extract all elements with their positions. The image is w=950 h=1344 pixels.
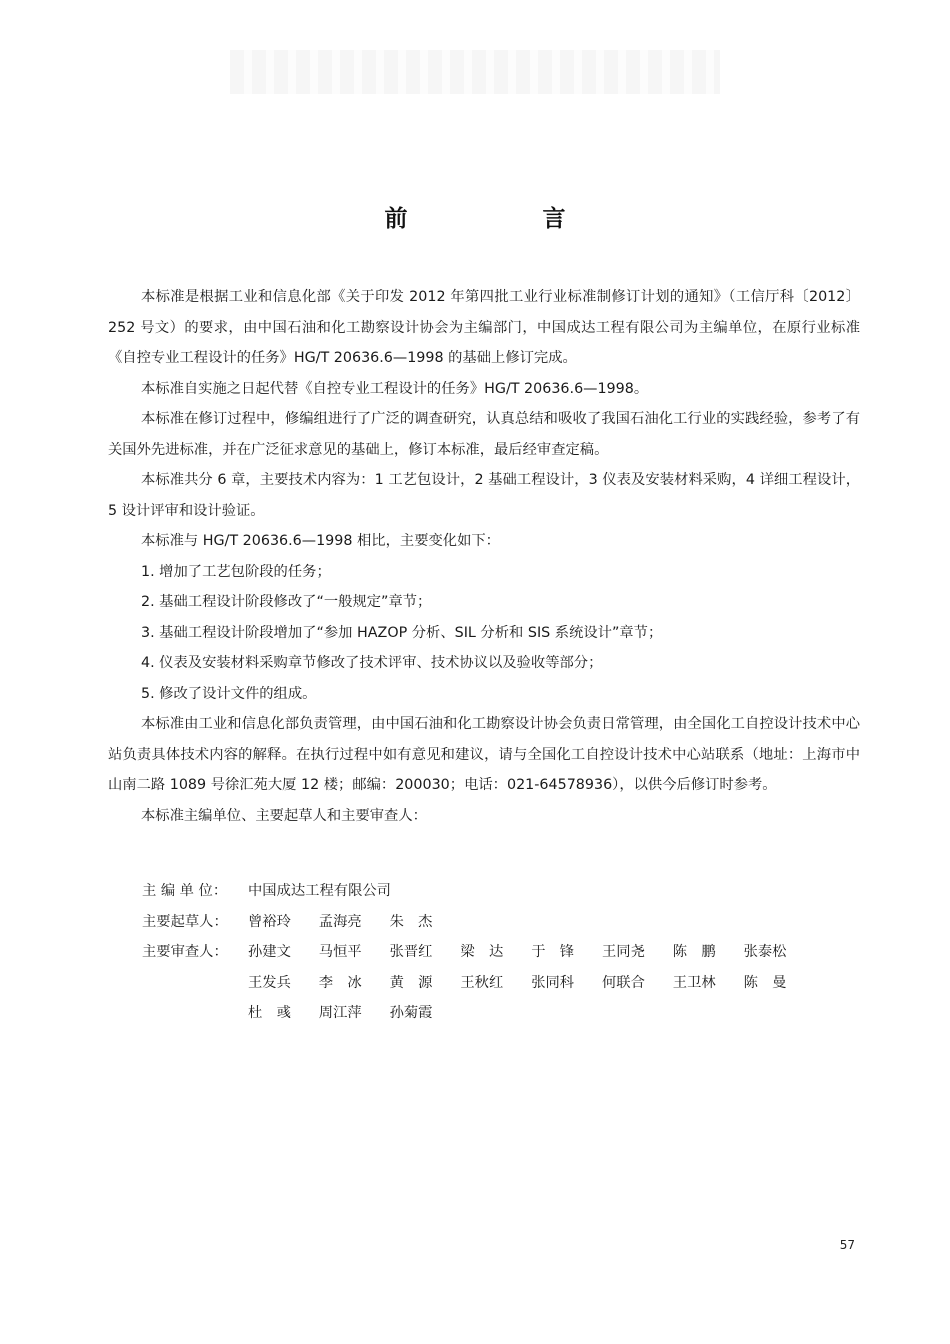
reviewer-name: 周江萍: [318, 1005, 362, 1021]
preface-body: [108, 282, 860, 831]
drafters-row: [142, 907, 814, 938]
reviewer-name: 张泰松: [743, 944, 787, 960]
paragraph-revision-process: 本标准在修订过程中，修编组进行了广泛的调查研究，认真总结和吸收了我国石油化工行业的实践经验，参考了有关国外先进标准，并在广泛征求意见的基础上，修订本标准，最后经审查定稿。: [108, 411, 860, 458]
page-title: 前 言: [384, 206, 622, 232]
paragraph-changes-intro: 本标准与 HG/T 20636.6—1998 相比，主要变化如下：: [141, 533, 500, 549]
paragraph-origin: 本标准是根据工业和信息化部《关于印发 2012 年第四批工业行业标准制修订计划的通知》（工信厅科〔2012〕252 号文）的要求，由中国石油和化工勘察设计协会为主编部门，中国成达工程有限公司为主编单位，在原行业标准《自控专业工程设计的任务》HG/T 20636.6—1998 的基础上修订完成。: [108, 289, 860, 366]
reviewer-name: 孙菊霞: [389, 1005, 433, 1021]
page-number: 57: [839, 1238, 855, 1252]
paragraph-staff-intro: 本标准主编单位、主要起草人和主要审查人：: [141, 807, 427, 824]
reviewer-name: 张晋红: [389, 944, 433, 960]
reviewers-label: 主要审查人：: [142, 944, 228, 960]
change-item: 1. 增加了工艺包阶段的任务；: [141, 563, 331, 580]
reviewer-name: 黄 源: [389, 974, 433, 991]
drafter-name: 朱 杰: [389, 913, 433, 930]
staff-list: [142, 876, 814, 1029]
scanned-header-band: [230, 50, 720, 94]
reviewer-name: 马恒平: [318, 944, 362, 960]
reviewer-name: 王卫林: [672, 974, 716, 991]
editor-unit: 中国成达工程有限公司: [248, 883, 391, 899]
editor-label: 主 编 单 位：: [142, 883, 228, 899]
drafters-label: 主要起草人：: [142, 913, 228, 930]
reviewer-name: 杜 彧: [248, 1005, 291, 1021]
drafters-names: [248, 907, 673, 938]
reviewer-name: 陈 鹏: [672, 944, 716, 960]
change-item: 2. 基础工程设计阶段修改了“一般规定”章节；: [141, 594, 432, 610]
editor-row: [142, 876, 814, 907]
reviewers-names: [248, 937, 814, 1029]
reviewer-name: 王秋红: [460, 974, 504, 991]
reviewer-name: 张同科: [531, 974, 575, 991]
drafter-name: 孟海亮: [318, 913, 362, 930]
reviewer-name: 梁 达: [460, 944, 504, 960]
drafter-name: 曾裕玲: [248, 913, 291, 930]
paragraph-management: 本标准由工业和信息化部负责管理，由中国石油和化工勘察设计协会负责日常管理，由全国化工自控设计技术中心站负责具体技术内容的解释。在执行过程中如有意见和建议，请与全国化工自控设计技术中心站联系（地址：上海市中山南二路 1089 号徐汇苑大厦 12 楼；邮编：200030；电话：021-64578936），以供今后修订时参考。: [108, 716, 860, 793]
paragraph-contents: 本标准共分 6 章，主要技术内容为：1 工艺包设计，2 基础工程设计，3 仪表及安装材料采购，4 详细工程设计，5 设计评审和设计验证。: [108, 472, 860, 519]
paragraph-replacement: 本标准自实施之日起代替《自控专业工程设计的任务》HG/T 20636.6—1998。: [141, 380, 649, 397]
reviewer-name: 于 锋: [531, 944, 575, 960]
change-item: 3. 基础工程设计阶段增加了“参加 HAZOP 分析、SIL 分析和 SIS 系统设计”章节；: [141, 624, 663, 641]
reviewer-name: 何联合: [601, 974, 645, 991]
change-item: 5. 修改了设计文件的组成。: [141, 685, 317, 702]
change-item: 4. 仪表及安装材料采购章节修改了技术评审、技术协议以及验收等部分；: [141, 655, 603, 671]
reviewer-name: 李 冰: [318, 974, 362, 991]
reviewer-name: 王发兵: [248, 974, 291, 991]
reviewer-name: 王同尧: [601, 944, 645, 960]
reviewer-name: 陈 曼: [743, 974, 787, 991]
reviewer-name: 孙建文: [248, 944, 291, 960]
reviewers-row: [142, 937, 814, 1029]
